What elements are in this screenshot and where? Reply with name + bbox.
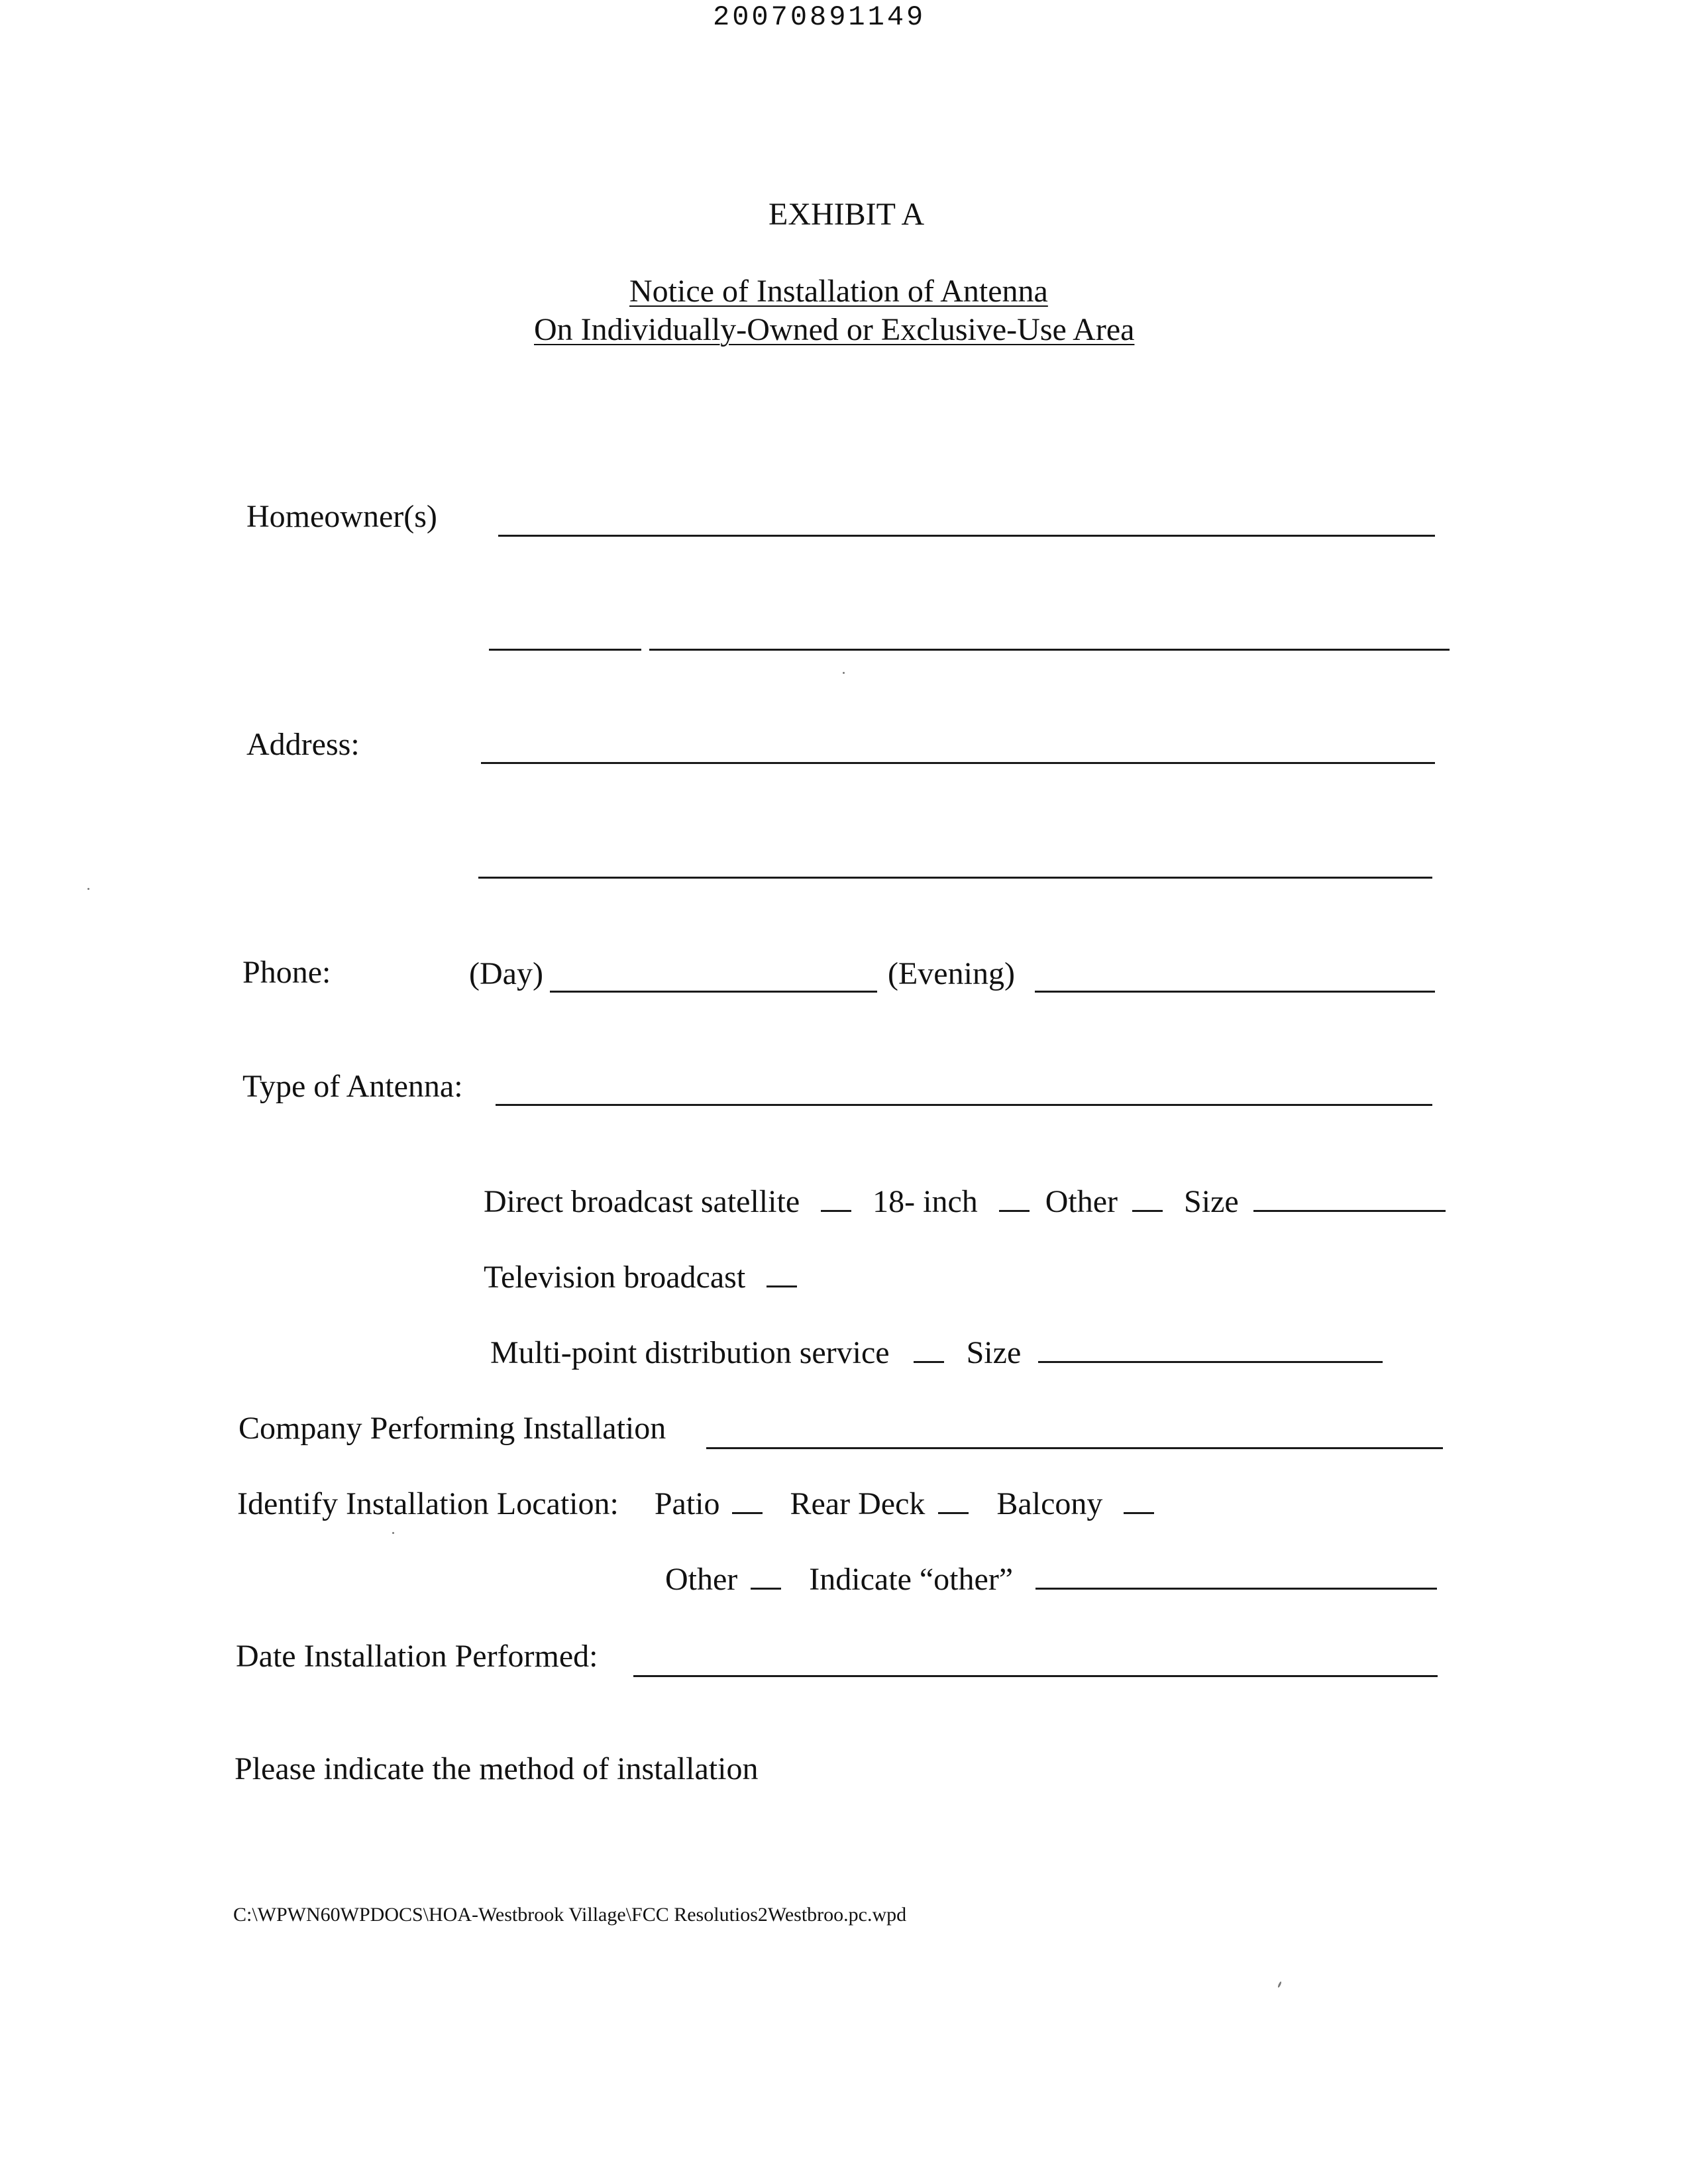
date-label: Date Installation Performed: [236,1639,598,1674]
address-field-2[interactable] [478,877,1432,879]
phone-evening-field[interactable] [1035,991,1435,993]
document-number: 20070891149 [713,1,926,33]
mmds-label: Multi-point distribution service [490,1335,890,1370]
indicate-other-label: Indicate “other” [809,1562,1014,1597]
dbs-checkbox[interactable] [821,1206,851,1212]
18-inch-label: 18- inch [873,1184,978,1219]
indicate-other-field[interactable] [1035,1584,1437,1590]
date-field[interactable] [633,1675,1438,1677]
antenna-type-field[interactable] [496,1104,1432,1106]
footer-file-path: C:\WPWN60WPDOCS\HOA-Westbrook Village\FCC Resolutios2Westbroo.pc.wpd [233,1904,907,1926]
scan-speck [87,888,89,890]
method-label: Please indicate the method of installation [235,1751,759,1786]
rear-deck-label: Rear Deck [790,1486,926,1521]
size-field[interactable] [1253,1206,1446,1212]
balcony-label: Balcony [996,1486,1103,1521]
mmds-checkbox[interactable] [914,1357,944,1363]
tv-option-row [484,1259,800,1296]
dbs-label: Direct broadcast satellite [484,1184,800,1219]
notice-title-line1: Notice of Installation of Antenna [629,274,1048,309]
tv-label: Television broadcast [484,1260,746,1295]
homeowners-label: Homeowner(s) [246,499,437,534]
balcony-checkbox[interactable] [1124,1508,1154,1514]
antenna-type-label: Type of Antenna: [242,1069,463,1104]
homeowners-field-1[interactable] [498,535,1435,537]
company-field[interactable] [706,1447,1443,1449]
homeowners-field-2b[interactable] [649,649,1450,651]
phone-label: Phone: [242,955,331,990]
mmds-size-field[interactable] [1038,1357,1383,1363]
phone-day-field[interactable] [550,991,877,993]
scan-speck [392,1532,394,1534]
location-label: Identify Installation Location: [237,1486,619,1521]
18-inch-checkbox[interactable] [999,1206,1030,1212]
dbs-option-row [484,1183,1448,1221]
location-other-label: Other [665,1562,738,1597]
exhibit-title: EXHIBIT A [768,197,925,232]
phone-day-label: (Day) [469,956,543,991]
scan-speck [843,672,845,674]
rear-deck-checkbox[interactable] [938,1508,969,1514]
company-label: Company Performing Installation [238,1411,666,1446]
size-label: Size [1184,1184,1239,1219]
mmds-option-row [490,1335,1385,1372]
address-field-1[interactable] [481,762,1435,764]
address-label: Address: [246,727,360,762]
homeowners-field-2a[interactable] [489,649,641,651]
patio-checkbox[interactable] [732,1508,763,1514]
mmds-size-label: Size [966,1335,1022,1370]
location-other-checkbox[interactable] [751,1584,781,1590]
tv-checkbox[interactable] [767,1282,797,1287]
notice-title-line2: On Individually-Owned or Exclusive-Use Area [534,312,1135,347]
other-size-label: Other [1045,1184,1118,1219]
scan-speck [1277,1981,1282,1988]
other-size-checkbox[interactable] [1132,1206,1163,1212]
location-other-row [665,1561,1440,1598]
patio-label: Patio [654,1486,720,1521]
location-row [237,1486,1157,1523]
phone-evening-label: (Evening) [888,956,1015,991]
